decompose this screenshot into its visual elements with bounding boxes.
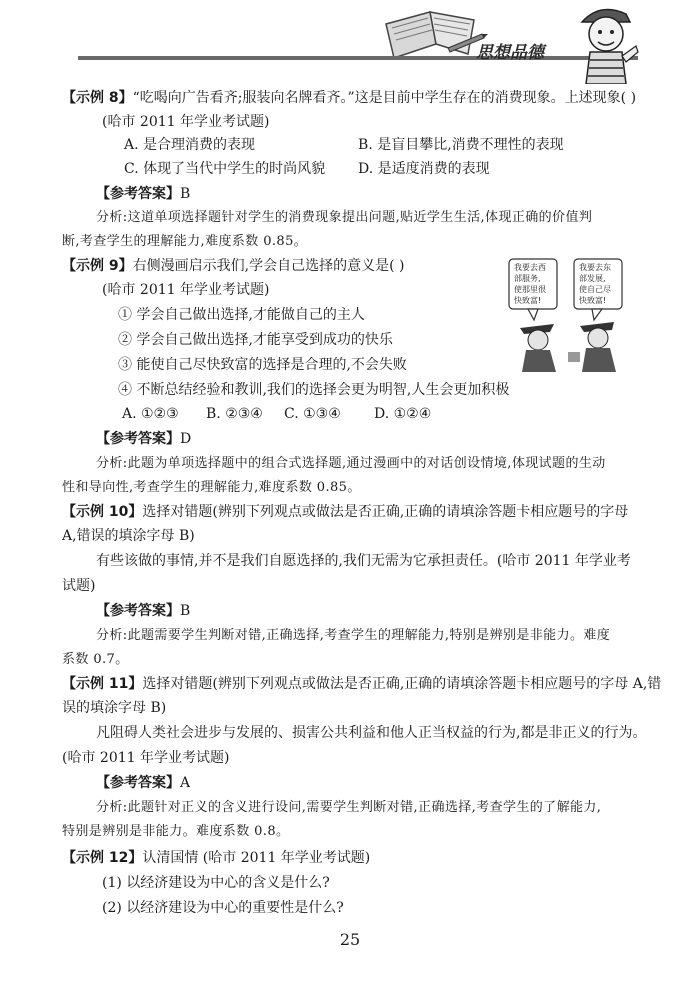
example-10-statement-1: 有些该做的事情,并不是我们自愿选择的,我们无需为它承担责任。(哈市 2011 年学业考 [96,553,631,569]
example-11-statement-1: 凡阻碍人类社会进步与发展的、损害公共利益和他人正当权益的行为,都是非正义的行为。 [96,725,647,741]
example-9-analysis-2: 性和导向性,考查学生的理解能力,难度系数 0.85。 [62,480,361,495]
example-9-item-4: ④ 不断总结经验和教训,我们的选择会更为明智,人生会更加积极 [118,382,510,398]
example-9-question: 【示例 9】右侧漫画启示我们,学会自己选择的意义是( ) [62,258,405,274]
example-12-question-2: (2) 以经济建设为中心的重要性是什么? [102,900,344,916]
example-11-analysis-2: 特别是辨别是非能力。难度系数 0.8。 [62,824,290,839]
example-9-source: (哈市 2011 年学业考试题) [102,282,270,298]
example-12-question-1: (1) 以经济建设为中心的含义是什么? [102,875,330,891]
example-11-label: 【示例 11】 [62,676,143,692]
page-number: 25 [339,930,361,949]
example-8-analysis-1: 分析:这道单项选择题针对学生的消费现象提出问题,贴近学生生活,体现正确的价值判 [96,210,593,225]
section-title: 思想品德 [476,43,544,63]
bubble-left-line-2: 部服务, [514,274,541,283]
header-bar [78,56,638,60]
example-9-option-d: D. ①②④ [374,406,432,422]
bubble-left-line-3: 使那里很 [514,285,546,294]
bubble-right-line-2: 部发展, [579,274,606,283]
bubble-left-line-4: 快致富! [514,296,542,305]
example-9-item-2: ② 学会自己做出选择,才能享受到成功的快乐 [118,332,393,348]
example-11-analysis-1: 分析:此题针对正义的含义进行设问,需要学生判断对错,正确选择,考查学生的了解能力, [96,800,602,815]
bubble-right-line-3: 使自己尽 [579,285,611,294]
example-11-statement-2: (哈市 2011 年学业考试题) [62,750,230,766]
example-8-option-b: B. 是盲目攀比,消费不理性的表现 [358,137,564,153]
example-10-analysis-2: 系数 0.7。 [62,652,129,667]
example-10-statement-2: 试题) [62,578,96,594]
example-9-item-3: ③ 能使自己尽快致富的选择是合理的,不会失败 [118,357,407,373]
example-12-title: 【示例 12】认清国情 (哈市 2011 年学业考试题) [62,850,371,866]
bubble-right-line-1: 我要去东 [579,263,611,272]
comic-illustration [508,258,628,372]
example-10-answer: 【参考答案】B [96,603,191,619]
example-10-instruction-2: A,错误的填涂字母 B) [62,528,195,544]
bubble-left-line-1: 我要去西 [514,263,546,272]
example-8-question: 【示例 8】“吃喝向广告看齐;服装向名牌看齐。”这是目前中学生存在的消费现象。上述现象( ) [62,90,637,106]
example-12-label: 【示例 12】 [62,850,143,866]
example-8-option-d: D. 是适度消费的表现 [358,161,490,177]
example-8-answer: 【参考答案】B [96,186,191,202]
example-9-answer: 【参考答案】D [96,431,192,447]
example-10-analysis-1: 分析:此题需要学生判断对错,正确选择,考查学生的理解能力,特别是辨别是非能力。难度 [96,628,611,643]
example-11-instruction-1: 【示例 11】选择对错题(辨别下列观点或做法是否正确,正确的请填涂答题卡相应题号的字母 A,错 [62,676,662,692]
example-9-option-c: C. ①③④ [284,406,341,422]
example-11-answer: 【参考答案】A [96,775,191,791]
example-8-analysis-2: 断,考查学生的理解能力,难度系数 0.85。 [62,234,308,249]
page-header [0,0,700,92]
cartoon-boy-icon [570,0,640,84]
example-8-label: 【示例 8】 [62,90,133,106]
example-10-label: 【示例 10】 [62,504,143,520]
example-9-option-b: B. ②③④ [206,406,263,422]
example-9-item-1: ① 学会自己做出选择,才能做自己的主人 [118,307,365,323]
example-9-label: 【示例 9】 [62,258,133,274]
example-9-option-a: A. ①②③ [122,406,179,422]
example-8-option-c: C. 体现了当代中学生的时尚风貌 [124,161,326,177]
example-8-source: (哈市 2011 年学业考试题) [102,114,270,130]
example-10-instruction-1: 【示例 10】选择对错题(辨别下列观点或做法是否正确,正确的请填涂答题卡相应题号的字母 [62,504,629,520]
example-11-instruction-2: 误的填涂字母 B) [62,700,167,716]
bubble-right-line-4: 快致富! [579,296,607,305]
example-8-option-a: A. 是合理消费的表现 [124,137,256,153]
example-9-analysis-1: 分析:此题为单项选择题中的组合式选择题,通过漫画中的对话创设情境,体现试题的生动 [96,456,606,471]
